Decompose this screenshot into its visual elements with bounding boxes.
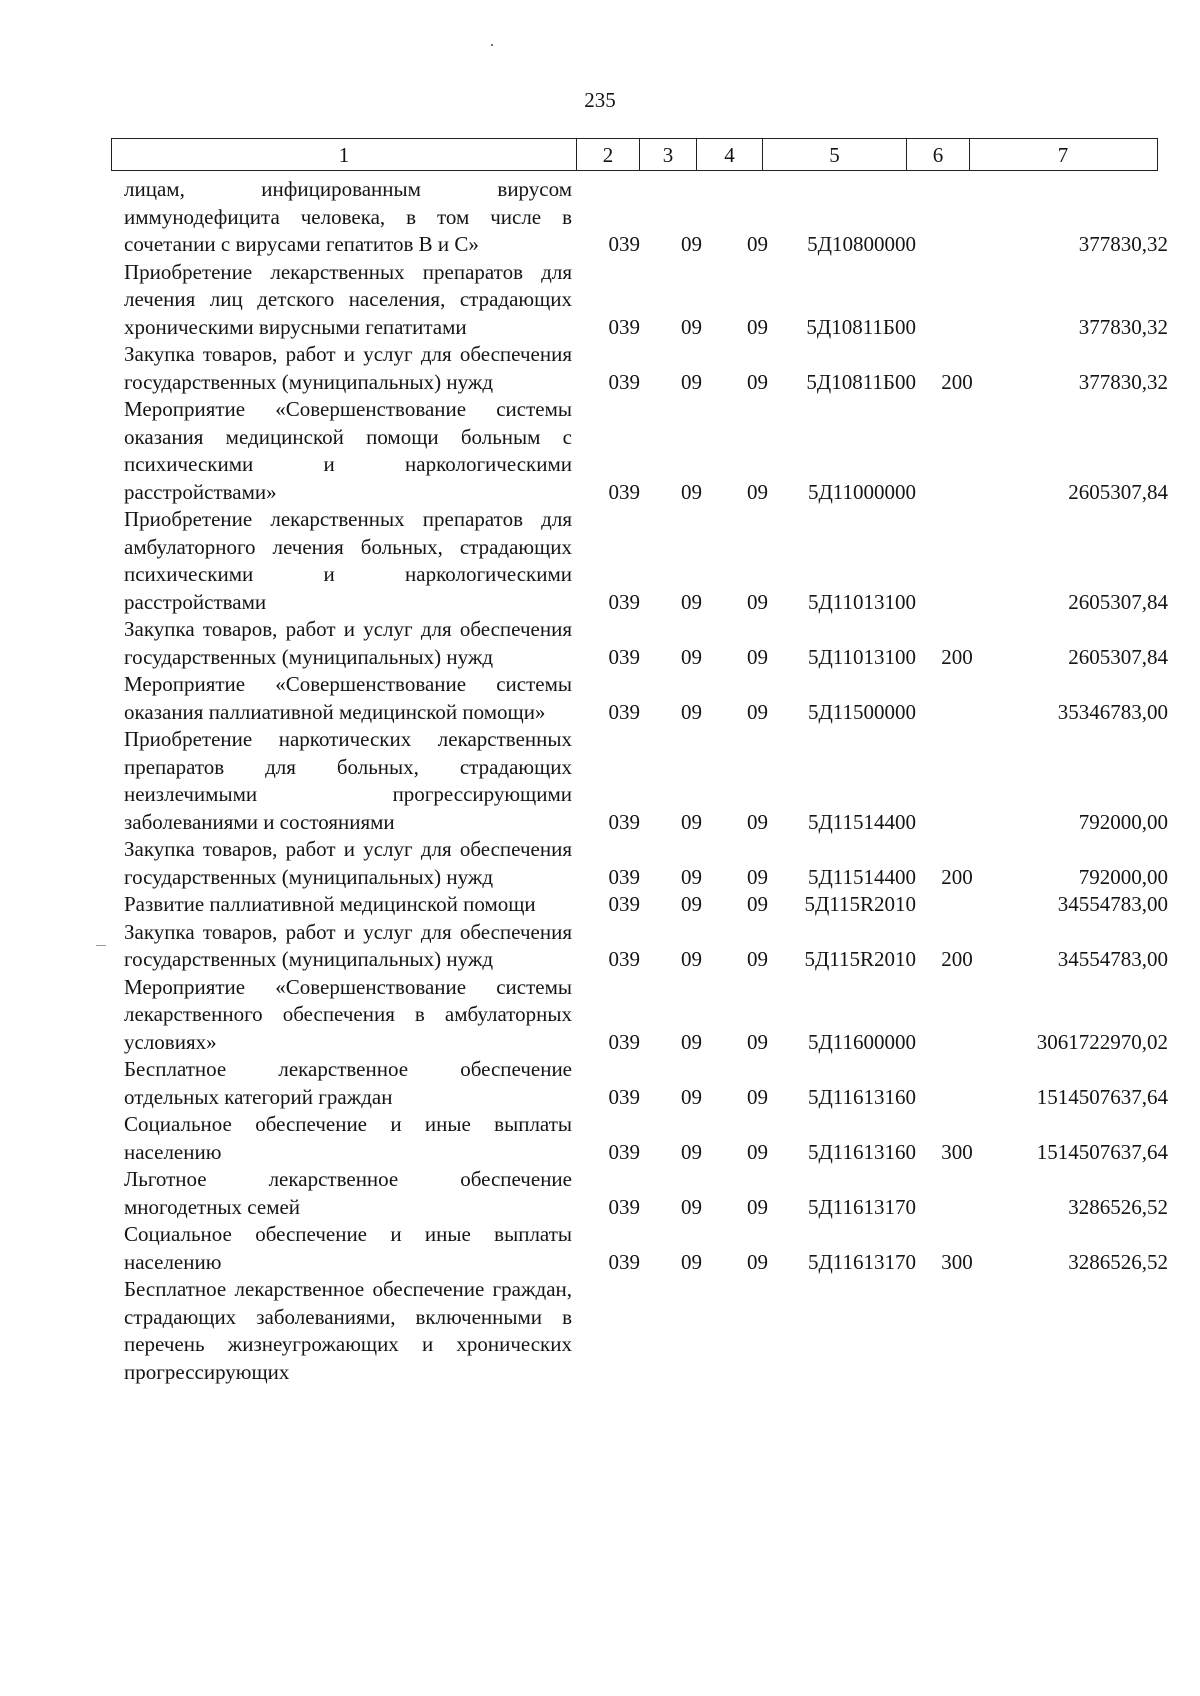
row-ministry-code: 039 <box>608 947 640 971</box>
row-amount: 3286526,52 <box>1068 1194 1168 1219</box>
row-description: Закупка товаров, работ и услуг для обеспечения государственных (муниципальных) нужд <box>124 617 572 669</box>
table-row <box>124 726 1174 836</box>
row-description: Приобретение наркотических лекарственных препаратов для больных, страдающих неизлечимыми прогрессирующими заболеваниями и состояниями <box>124 727 572 834</box>
column-header-6: 6 <box>907 139 970 170</box>
row-target-article-code: 5Д10800000 <box>807 232 916 256</box>
row-expense-type-code: 300 <box>941 1249 973 1274</box>
row-ministry-code: 039 <box>608 892 640 916</box>
row-description: Мероприятие «Совершенствование системы оказания медицинской помощи больным с психическими и наркологическими расстройствами» <box>124 397 572 504</box>
row-target-article-code: 5Д11613160 <box>807 1084 916 1109</box>
table-row <box>124 1111 1174 1166</box>
row-ministry-code: 039 <box>608 479 640 504</box>
row-ministry-code: 039 <box>608 644 640 669</box>
row-amount: 792000,00 <box>1078 809 1168 834</box>
column-header-5: 5 <box>763 139 907 170</box>
row-amount: 35346783,00 <box>1057 699 1168 724</box>
row-description: Закупка товаров, работ и услуг для обеспечения государственных (муниципальных) нужд <box>124 342 572 394</box>
table-row <box>124 176 1174 259</box>
row-section-code: 09 <box>681 892 702 916</box>
row-section-code: 09 <box>681 589 702 614</box>
row-subsection-code: 09 <box>747 1084 768 1109</box>
row-description: Мероприятие «Совершенствование системы оказания паллиативной медицинской помощи» <box>124 672 572 724</box>
column-header-7: 7 <box>1057 143 1069 167</box>
column-header-2: 2 <box>577 139 640 170</box>
row-amount: 2605307,84 <box>1068 644 1168 669</box>
row-description: Приобретение лекарственных препаратов для лечения лиц детского населения, страдающих хроническими вирусными гепатитами <box>124 259 572 339</box>
row-ministry-code: 039 <box>608 314 640 339</box>
row-subsection-code: 09 <box>747 864 768 889</box>
row-subsection-code: 09 <box>747 1029 768 1054</box>
row-description: Развитие паллиативной медицинской помощи <box>124 892 536 916</box>
row-subsection-code: 09 <box>747 892 768 916</box>
row-description: Закупка товаров, работ и услуг для обеспечения государственных (муниципальных) нужд <box>124 837 572 889</box>
row-subsection-code: 09 <box>747 232 768 256</box>
row-section-code: 09 <box>681 864 702 889</box>
row-subsection-code: 09 <box>747 479 768 504</box>
row-description: Бесплатное лекарственное обеспечение граждан, страдающих заболеваниями, включенными в перечень жизнеугрожающих и хронических прогрессирующих <box>124 1277 572 1384</box>
table-row <box>124 1221 1174 1276</box>
row-subsection-code: 09 <box>747 1139 768 1164</box>
row-description: лицам, инфицированным вирусом иммунодефицита человека, в том числе в сочетании с вирусами гепатитов В и С» <box>124 177 572 256</box>
row-amount: 792000,00 <box>1078 864 1168 889</box>
row-expense-type-code: 300 <box>941 1139 973 1164</box>
column-header-1: 1 <box>112 139 577 170</box>
row-ministry-code: 039 <box>608 1249 640 1274</box>
column-header-3: 3 <box>640 139 697 170</box>
row-target-article-code: 5Д10811Б00 <box>806 369 916 394</box>
row-target-article-code: 5Д11613170 <box>807 1194 916 1219</box>
row-subsection-code: 09 <box>747 589 768 614</box>
row-expense-type-code: 200 <box>941 864 973 889</box>
row-target-article-code: 5Д11613160 <box>807 1139 916 1164</box>
row-ministry-code: 039 <box>608 809 640 834</box>
row-description: Бесплатное лекарственное обеспечение отдельных категорий граждан <box>124 1057 572 1109</box>
row-ministry-code: 039 <box>608 589 640 614</box>
row-target-article-code: 5Д11600000 <box>807 1029 916 1054</box>
row-section-code: 09 <box>681 1194 702 1219</box>
row-amount: 377830,32 <box>1078 314 1168 339</box>
row-target-article-code: 5Д11613170 <box>807 1249 916 1274</box>
row-ministry-code: 039 <box>608 369 640 394</box>
table-row <box>124 1166 1174 1221</box>
table-row <box>124 836 1174 891</box>
row-section-code: 09 <box>681 947 702 971</box>
table-row <box>124 1276 1174 1386</box>
row-description: Мероприятие «Совершенствование системы лекарственного обеспечения в амбулаторных условиях» <box>124 974 572 1054</box>
row-subsection-code: 09 <box>747 809 768 834</box>
row-amount: 34554783,00 <box>1057 947 1168 971</box>
row-amount: 3286526,52 <box>1068 1249 1168 1274</box>
row-description: Закупка товаров, работ и услуг для обеспечения государственных (муниципальных) нужд <box>124 919 572 971</box>
row-expense-type-code: 200 <box>941 369 973 394</box>
row-section-code: 09 <box>681 314 702 339</box>
row-target-article-code: 5Д11000000 <box>807 479 916 504</box>
scan-mark <box>96 945 106 946</box>
table-row <box>124 506 1174 616</box>
row-section-code: 09 <box>681 699 702 724</box>
table-row <box>124 396 1174 506</box>
row-target-article-code: 5Д10811Б00 <box>806 314 916 339</box>
row-target-article-code: 5Д115R2010 <box>804 892 916 916</box>
row-ministry-code: 039 <box>608 232 640 256</box>
scan-speck <box>491 44 493 46</box>
column-header-4: 4 <box>697 139 763 170</box>
row-subsection-code: 09 <box>747 947 768 971</box>
row-amount: 1514507637,64 <box>1036 1084 1168 1109</box>
row-section-code: 09 <box>681 1029 702 1054</box>
row-amount: 34554783,00 <box>1057 892 1168 916</box>
row-ministry-code: 039 <box>608 1084 640 1109</box>
row-description: Льготное лекарственное обеспечение многодетных семей <box>124 1167 572 1219</box>
row-subsection-code: 09 <box>747 369 768 394</box>
row-expense-type-code: 200 <box>941 644 973 669</box>
row-target-article-code: 5Д11013100 <box>807 589 916 614</box>
table-row <box>124 259 1174 342</box>
row-target-article-code: 5Д11514400 <box>807 809 916 834</box>
row-description: Социальное обеспечение и иные выплаты населению <box>124 1222 572 1274</box>
row-amount: 2605307,84 <box>1068 589 1168 614</box>
row-ministry-code: 039 <box>608 1029 640 1054</box>
row-target-article-code: 5Д11500000 <box>807 699 916 724</box>
row-section-code: 09 <box>681 1139 702 1164</box>
row-ministry-code: 039 <box>608 1139 640 1164</box>
table-row <box>124 671 1174 726</box>
row-amount: 377830,32 <box>1078 369 1168 394</box>
table-row <box>124 341 1174 396</box>
row-target-article-code: 5Д11013100 <box>807 644 916 669</box>
row-ministry-code: 039 <box>608 864 640 889</box>
table-row <box>124 616 1174 671</box>
row-section-code: 09 <box>681 232 702 256</box>
table-row <box>124 974 1174 1057</box>
row-section-code: 09 <box>681 809 702 834</box>
row-ministry-code: 039 <box>608 1194 640 1219</box>
row-target-article-code: 5Д11514400 <box>807 864 916 889</box>
row-amount: 3061722970,02 <box>1036 1029 1168 1054</box>
row-subsection-code: 09 <box>747 314 768 339</box>
row-section-code: 09 <box>681 1249 702 1274</box>
column-header-row <box>111 138 1158 171</box>
row-subsection-code: 09 <box>747 644 768 669</box>
row-amount: 377830,32 <box>1078 232 1168 256</box>
budget-table-body <box>124 176 1174 1386</box>
row-section-code: 09 <box>681 479 702 504</box>
row-ministry-code: 039 <box>608 699 640 724</box>
row-section-code: 09 <box>681 369 702 394</box>
row-description: Социальное обеспечение и иные выплаты населению <box>124 1112 572 1164</box>
row-subsection-code: 09 <box>747 1249 768 1274</box>
table-row <box>124 891 1174 919</box>
row-subsection-code: 09 <box>747 1194 768 1219</box>
row-amount: 2605307,84 <box>1068 479 1168 504</box>
row-amount: 1514507637,64 <box>1036 1139 1168 1164</box>
row-target-article-code: 5Д115R2010 <box>804 947 916 971</box>
row-section-code: 09 <box>681 1084 702 1109</box>
table-row <box>124 919 1174 974</box>
row-description: Приобретение лекарственных препаратов для амбулаторного лечения больных, страдающих психическими и наркологическими расстройствами <box>124 507 572 614</box>
row-expense-type-code: 200 <box>941 947 973 971</box>
table-row <box>124 1056 1174 1111</box>
row-subsection-code: 09 <box>747 699 768 724</box>
row-section-code: 09 <box>681 644 702 669</box>
page-number: 235 <box>584 88 616 112</box>
